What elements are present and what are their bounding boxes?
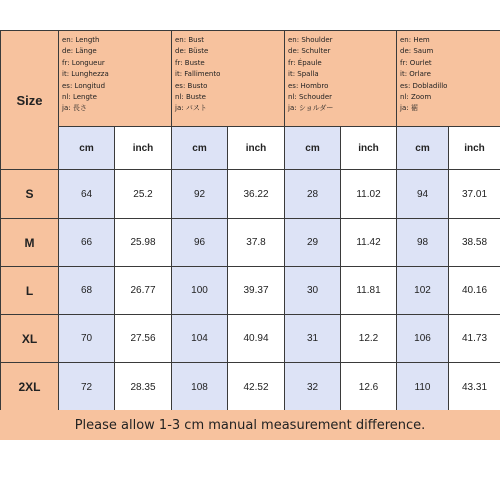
table-cell: 68: [59, 267, 115, 315]
hem-label-it: it: Orlare: [400, 70, 431, 79]
table-cell: 41.73: [449, 315, 500, 363]
size-column-header: Size: [1, 31, 59, 170]
table-cell: 27.56: [115, 315, 172, 363]
shoulder-label-it: it: Spalla: [288, 70, 319, 79]
hem-label-fr: fr: Ourlet: [400, 58, 432, 67]
size-label: XL: [1, 315, 59, 363]
table-cell: 39.37: [228, 267, 285, 315]
hem-label-en: en: Hem: [400, 36, 430, 44]
table-cell: 98: [397, 219, 449, 267]
table-cell: 94: [397, 170, 449, 219]
size-label: M: [1, 219, 59, 267]
unit-header: cm: [172, 127, 228, 170]
table-row: [1, 315, 500, 363]
table-cell: 96: [172, 219, 228, 267]
length-header: [59, 31, 172, 127]
shoulder-label-fr: fr: Épaule: [288, 58, 322, 67]
table-cell: 110: [397, 363, 449, 412]
table-cell: 66: [59, 219, 115, 267]
measurement-disclaimer: Please allow 1-3 cm manual measurement difference.: [0, 410, 500, 440]
unit-header: inch: [341, 127, 397, 170]
table-cell: 43.31: [449, 363, 500, 412]
unit-header: cm: [285, 127, 341, 170]
shoulder-label-en: en: Shoulder: [288, 36, 333, 44]
bust-label-de: de: Büste: [175, 47, 209, 56]
table-cell: 36.22: [228, 170, 285, 219]
table-cell: 106: [397, 315, 449, 363]
length-label-nl: nl: Lengte: [62, 93, 97, 102]
table-cell: 26.77: [115, 267, 172, 315]
size-label: L: [1, 267, 59, 315]
table-cell: 12.6: [341, 363, 397, 412]
unit-header: cm: [397, 127, 449, 170]
table-row: [1, 219, 500, 267]
size-label: S: [1, 170, 59, 219]
length-label-es: es: Longitud: [62, 81, 106, 90]
table-cell: 102: [397, 267, 449, 315]
shoulder-label-es: es: Hombro: [288, 81, 329, 90]
table-cell: 32: [285, 363, 341, 412]
table-cell: 31: [285, 315, 341, 363]
table-cell: 42.52: [228, 363, 285, 412]
length-label-fr: fr: Longueur: [62, 58, 105, 67]
hem-label-es: es: Dobladillo: [400, 81, 448, 90]
table-cell: 25.2: [115, 170, 172, 219]
table-cell: 40.94: [228, 315, 285, 363]
measurement-header-row: [1, 31, 500, 127]
length-label-ja: ja: 長さ: [62, 104, 87, 113]
hem-label-nl: nl: Zoom: [400, 93, 432, 102]
table-cell: 11.42: [341, 219, 397, 267]
hem-label-de: de: Saum: [400, 47, 434, 56]
length-label-de: de: Länge: [62, 47, 97, 56]
bust-label-ja: ja: バスト: [175, 104, 207, 113]
bust-label-fr: fr: Buste: [175, 58, 205, 67]
size-label: 2XL: [1, 363, 59, 412]
bust-header: [172, 31, 285, 127]
table-row: [1, 363, 500, 412]
table-cell: 30: [285, 267, 341, 315]
bust-label-en: en: Bust: [175, 36, 204, 44]
hem-label-ja: ja: 裾: [400, 104, 418, 113]
table-cell: 64: [59, 170, 115, 219]
table-row: [1, 170, 500, 219]
bust-label-nl: nl: Buste: [175, 93, 206, 102]
hem-header: [397, 31, 500, 127]
length-label-it: it: Lunghezza: [62, 70, 109, 79]
bust-label-it: it: Fallimento: [175, 70, 221, 79]
table-cell: 38.58: [449, 219, 500, 267]
bust-label-es: es: Busto: [175, 81, 208, 90]
unit-header: inch: [449, 127, 500, 170]
length-label-en: en: Length: [62, 36, 100, 44]
table-cell: 37.01: [449, 170, 500, 219]
table-cell: 104: [172, 315, 228, 363]
unit-header: inch: [115, 127, 172, 170]
table-cell: 29: [285, 219, 341, 267]
table-cell: 28.35: [115, 363, 172, 412]
table-cell: 40.16: [449, 267, 500, 315]
table-cell: 70: [59, 315, 115, 363]
shoulder-label-nl: nl: Schouder: [288, 93, 333, 102]
table-cell: 37.8: [228, 219, 285, 267]
shoulder-label-ja: ja: ショルダー: [288, 104, 334, 113]
size-chart: [0, 30, 500, 440]
shoulder-label-de: de: Schulter: [288, 47, 331, 56]
table-row: [1, 267, 500, 315]
unit-header: cm: [59, 127, 115, 170]
size-table: [0, 30, 500, 412]
shoulder-header: [285, 31, 397, 127]
table-cell: 11.81: [341, 267, 397, 315]
table-cell: 28: [285, 170, 341, 219]
table-cell: 25.98: [115, 219, 172, 267]
table-cell: 108: [172, 363, 228, 412]
table-cell: 72: [59, 363, 115, 412]
table-cell: 92: [172, 170, 228, 219]
table-cell: 11.02: [341, 170, 397, 219]
unit-header-row: [1, 127, 500, 170]
unit-header: inch: [228, 127, 285, 170]
table-cell: 100: [172, 267, 228, 315]
table-cell: 12.2: [341, 315, 397, 363]
